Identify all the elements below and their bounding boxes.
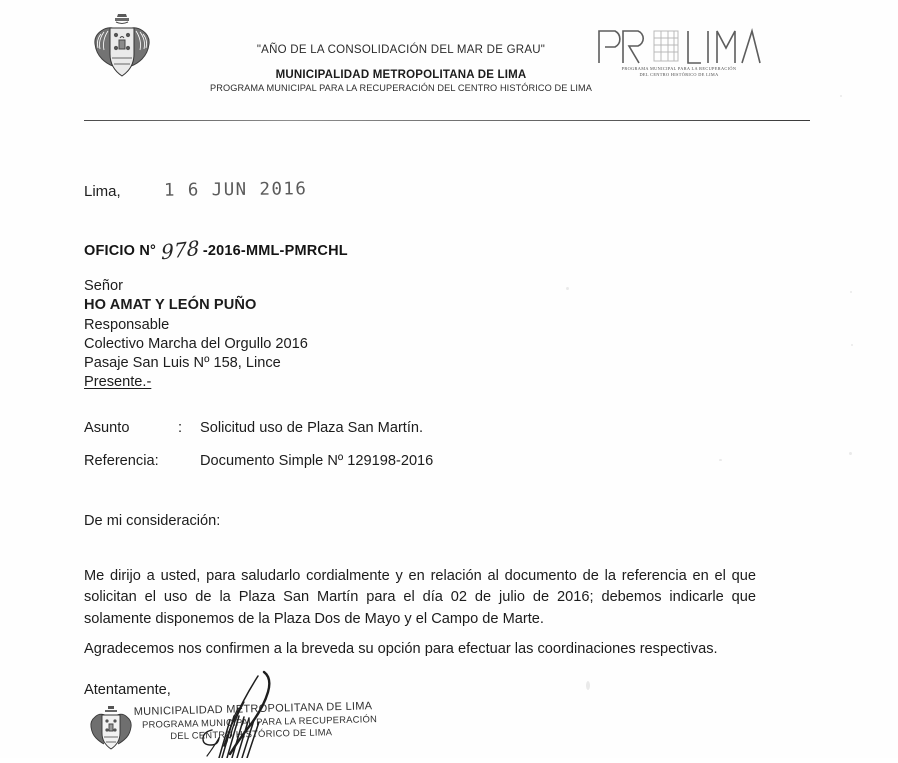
salutation: De mi consideración:	[84, 513, 221, 529]
reference-row	[84, 453, 433, 469]
addressee-name: HO AMAT Y LEÓN PUÑO	[84, 297, 257, 314]
seal-line-2: PROGRAMA MUNICIPAL PARA LA RECUPERACIÓN	[141, 713, 378, 730]
oficio-prefix: OFICIO N°	[84, 243, 157, 259]
seal-text	[134, 700, 385, 742]
subject-label: Asunto	[84, 420, 130, 436]
addressee-role: Responsable	[84, 316, 170, 333]
scan-speck	[840, 95, 842, 97]
reference-colon	[178, 453, 200, 469]
scan-speck	[566, 287, 569, 290]
scan-speck	[849, 452, 852, 455]
subject-row	[84, 420, 433, 436]
body-paragraph-2: Agradecemos nos confirmen a la breveda su opción para efectuar las coordinaciones respectivas.	[84, 640, 718, 657]
program-name: PROGRAMA MUNICIPAL PARA LA RECUPERACIÓN DEL CENTRO HISTÓRICO DE LIMA	[209, 83, 593, 93]
addressee-block	[84, 277, 308, 393]
prolima-subtitle-line-2: DEL CENTRO HISTÓRICO DE LIMA	[639, 72, 719, 78]
addressee-address: Pasaje San Luis Nº 158, Lince	[84, 355, 281, 372]
subject-value: Solicitud uso de Plaza San Martín.	[200, 420, 424, 436]
scan-speck	[851, 344, 853, 346]
seal-line-1: MUNICIPALIDAD METROPOLITANA DE LIMA	[133, 700, 373, 719]
oficio-suffix: -2016-MML-PMRCHL	[202, 243, 348, 259]
closing-salutation: Atentamente,	[84, 682, 171, 698]
seal-line-3: DEL CENTRO HISTÓRICO DE LIMA	[170, 726, 333, 742]
scan-speck	[719, 459, 722, 461]
document-meta	[84, 420, 433, 486]
reference-value: Documento Simple Nº 129198-2016	[200, 453, 434, 469]
scan-speck	[850, 291, 852, 293]
scan-speck	[586, 681, 590, 690]
reference-label: Referencia:	[84, 453, 159, 469]
date-stamp: 1 6 JUN 2016	[163, 179, 308, 201]
addressee-organization: Colectivo Marcha del Orgullo 2016	[84, 335, 308, 352]
addressee-presente: Presente.-	[84, 374, 152, 391]
place-label: Lima,	[84, 183, 121, 200]
prolima-subtitle-line-1: PROGRAMA MUNICIPAL PARA LA RECUPERACIÓN	[621, 66, 737, 71]
official-seal-stamp	[86, 700, 386, 758]
seal-coat-of-arms-icon	[88, 704, 134, 754]
oficio-number-handwritten: 978	[160, 235, 200, 265]
subject-colon: :	[178, 420, 183, 436]
addressee-title: Señor	[84, 278, 123, 294]
body-paragraph-1: Me dirijo a usted, para saludarlo cordialmente y en relación al documento de la referencia en el que solicitan el uso de la Plaza San Martín para el día 02 de julio de 2016; debemos indicarle que solamente disponemos de la Plaza Dos de Mayo y el Campo de Marte.	[84, 567, 756, 627]
year-motto: "AÑO DE LA CONSOLIDACIÓN DEL MAR DE GRAU"	[256, 44, 546, 56]
oficio-line	[84, 235, 348, 265]
institution-name: MUNICIPALIDAD METROPOLITANA DE LIMA	[275, 69, 527, 81]
